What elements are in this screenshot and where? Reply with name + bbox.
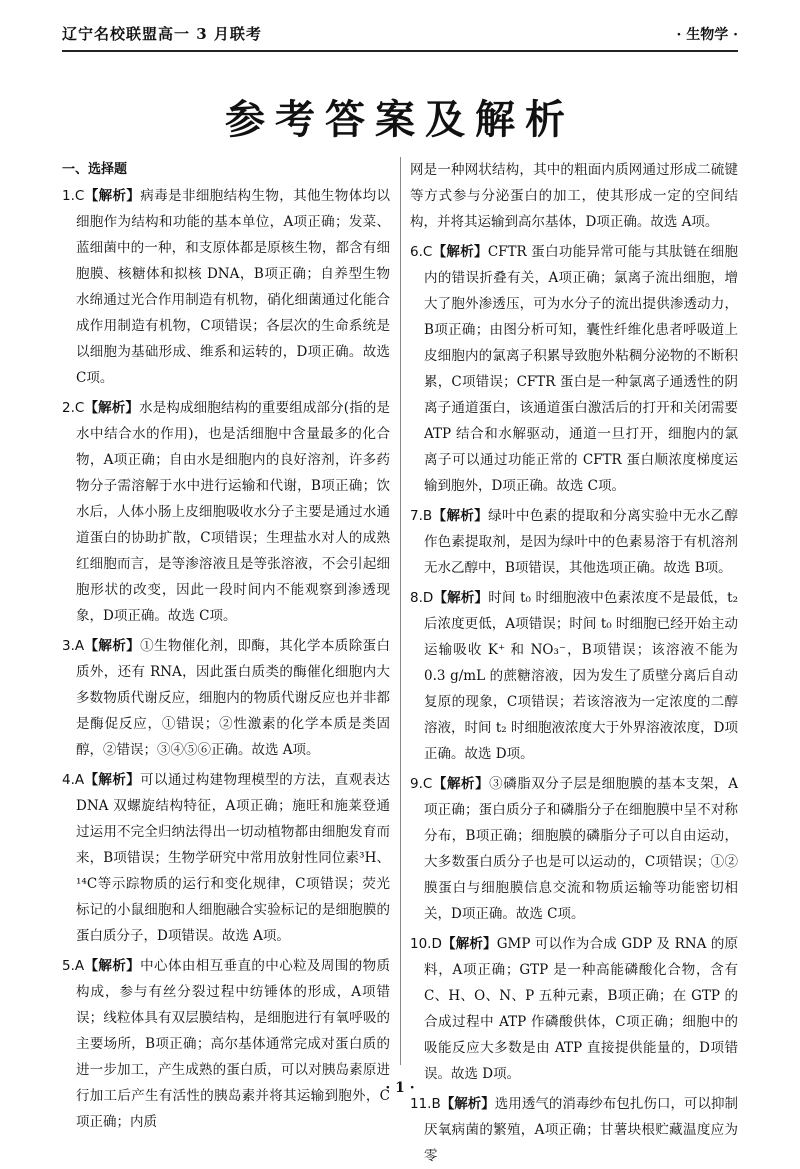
answer-item xyxy=(62,633,390,763)
answer-number: 1.C xyxy=(62,188,85,204)
answer-number: 5.A xyxy=(62,958,85,974)
answer-number: 3.A xyxy=(62,638,85,654)
analysis-text: 绿叶中色素的提取和分离实验中无水乙醇作色素提取剂，是因为绿叶中的色素易溶于有机溶剂无水乙醇中，B项错误，其他选项正确。故选 B项。 xyxy=(424,508,739,576)
answer-number: 9.C xyxy=(410,776,433,792)
analysis-text: ③磷脂双分子层是细胞膜的基本支架，A项正确；蛋白质分子和磷脂分子在细胞膜中呈不对称分布，B项正确；细胞膜的磷脂分子可以自由运动，大多数蛋白质分子也是可以运动的，C项错误；①②膜蛋白与细胞膜信息交流和物质运输等功能密切相关，D项正确。故选 C项。 xyxy=(424,776,739,922)
answer-item xyxy=(410,1091,738,1169)
answer-number: 4.A xyxy=(62,772,85,788)
answer-item xyxy=(410,585,738,767)
answer-number: 6.C xyxy=(410,244,433,260)
answer-item xyxy=(62,183,390,391)
answer-number: 10.D xyxy=(410,936,442,952)
answer-number: 11.B xyxy=(410,1096,441,1112)
analysis-tag: 【解析】 xyxy=(432,244,488,260)
analysis-tag: 【解析】 xyxy=(432,508,489,524)
analysis-tag: 【解析】 xyxy=(84,958,141,974)
analysis-text: 时间 t₀ 时细胞液中色素浓度不是最低，t₂ 后浓度更低，A项错误；时间 t₀ 时细胞已经开始主动运输吸收 K⁺ 和 NO₃⁻，B项错误；该溶液不能为 0.3 g/mL 的蔗糖溶液，因为发生了质壁分离后自动复原的现象，C项错误；若该溶液为一定浓度的二醇溶液，时间 t₂ 时细胞液浓度大于外界溶液浓度，D项正确。故选 D项。 xyxy=(424,590,738,762)
analysis-text: 中心体由相互垂直的中心粒及周围的物质构成，参与有丝分裂过程中纺锤体的形成，A项错误；线粒体具有双层膜结构，是细胞进行有氧呼吸的主要场所，B项正确；高尔基体通常完成对蛋白质的进一步加工，产生成熟的蛋白质，可以对胰岛素原进行加工后产生有活性的胰岛素并将其运输到胞外，C项正确；内质 xyxy=(76,958,391,1130)
answer-item xyxy=(410,931,738,1087)
analysis-tag: 【解析】 xyxy=(84,400,140,416)
answer-item xyxy=(410,503,738,581)
right-column xyxy=(410,157,739,1164)
subject-label: · 生物学 · xyxy=(676,27,738,43)
exam-name: 辽宁名校联盟高一 3 月联考 xyxy=(62,25,262,43)
analysis-text: 可以通过构建物理模型的方法，直观表达 DNA 双螺旋结构特征，A项正确；施旺和施莱登通过运用不完全归纳法得出一切动植物都由细胞发育而来，B项错误；生物学研究中常用放射性同位素³H、¹⁴C等示踪物质的运行和变化规律，C项错误；荧光标记的小鼠细胞和人细胞融合实验标记的是细胞膜的蛋白质分子，D项错误。故选 A项。 xyxy=(76,772,391,944)
analysis-tag: 【解析】 xyxy=(432,776,490,792)
answer-item xyxy=(62,767,390,949)
analysis-tag: 【解析】 xyxy=(84,772,141,788)
page-number: · 1 · xyxy=(385,1080,415,1096)
continued-paragraph: 网是一种网状结构，其中的粗面内质网通过形成二硫键等方式参与分泌蛋白的加工，使其形成一定的空间结构，并将其运输到高尔基体，D项正确。故选 A项。 xyxy=(410,162,738,230)
analysis-text: 病毒是非细胞结构生物，其他生物体均以细胞作为结构和功能的基本单位，A项正确；发菜、蓝细菌中的一种，和支原体都是原核生物，都含有细胞膜、核糖体和拟核 DNA，B项正确；自养型生物水绵通过光合作用制造有机物，硝化细菌通过化能合成作用制造有机物，C项错误；各层次的生命系统是以细胞为基础形成、维系和运转的，D项正确。故选 C项。 xyxy=(76,188,391,386)
analysis-text: ①生物催化剂，即酶，其化学本质除蛋白质外，还有 RNA，因此蛋白质类的酶催化细胞内大多数物质代谢反应，细胞内的物质代谢反应也并非都是酶促反应，①错误；②性激素的化学本质是类固醇，②错误；③④⑤⑥正确。故选 A项。 xyxy=(76,638,391,758)
analysis-tag: 【解析】 xyxy=(441,936,497,952)
analysis-tag: 【解析】 xyxy=(84,188,141,204)
answer-item xyxy=(410,771,738,927)
analysis-tag: 【解析】 xyxy=(84,638,141,654)
analysis-text: 水是构成细胞结构的重要组成部分(指的是水中结合水的作用)，也是活细胞中含量最多的化合物，A项正确；自由水是细胞内的良好溶剂，许多药物分子需溶解于水中进行运输和代谢，B项正确；饮水后，人体小肠上皮细胞吸收水分子主要是通过水通道蛋白的协助扩散，C项错误；生理盐水对人的成熟红细胞而言，是等渗溶液且是等张溶液，不会引起细胞形状的改变，因此一段时间内不能观察到渗透现象，D项正确。故选 C项。 xyxy=(76,400,390,624)
analysis-tag: 【解析】 xyxy=(440,1096,495,1112)
answer-item xyxy=(62,395,390,629)
page-title: 参考答案及解析 xyxy=(225,97,575,143)
analysis-tag: 【解析】 xyxy=(433,590,489,606)
answer-item xyxy=(410,239,738,499)
analysis-text: CFTR 蛋白功能异常可能与其肽链在细胞内的错误折叠有关，A项正确；氯离子流出细胞，增大了胞外渗透压，可为水分子的流出提供渗透动力，B项正确；由图分析可知，囊性纤维化患者呼吸道上皮细胞内的氯离子积累导致胞外粘稠分泌物的不断积累，C项错误；CFTR 蛋白是一种氯离子通透性的阴离子通道蛋白，该通道蛋白激活后的打开和关闭需要 ATP 结合和水解驱动，通道一旦打开，细胞内的氯离子可以通过功能正常的 CFTR 蛋白顺浓度梯度运输到胞外，D项正确。故选 C项。 xyxy=(424,244,739,494)
answer-columns xyxy=(62,157,739,1164)
answer-number: 8.D xyxy=(410,590,434,606)
answer-number: 7.B xyxy=(410,508,433,524)
analysis-text: 选用透气的消毒纱布包扎伤口，可以抑制厌氧病菌的繁殖，A项正确；甘薯块根贮藏温度应为零 xyxy=(424,1096,739,1164)
section-heading: 一、选择题 xyxy=(62,162,128,177)
left-column xyxy=(62,157,391,1130)
analysis-text: GMP 可以作为合成 GDP 及 RNA 的原料，A项正确；GTP 是一种高能磷酸化合物，含有 C、H、O、N、P 五种元素，B项正确；在 GTP 的合成过程中 ATP 作磷酸供体，C项正确；细胞中的吸能反应大多数是由 ATP 直接提供能量的，D项错误。故选 D项。 xyxy=(424,936,738,1082)
answer-number: 2.C xyxy=(62,400,85,416)
answer-item xyxy=(62,953,390,1135)
page-header xyxy=(62,14,738,52)
